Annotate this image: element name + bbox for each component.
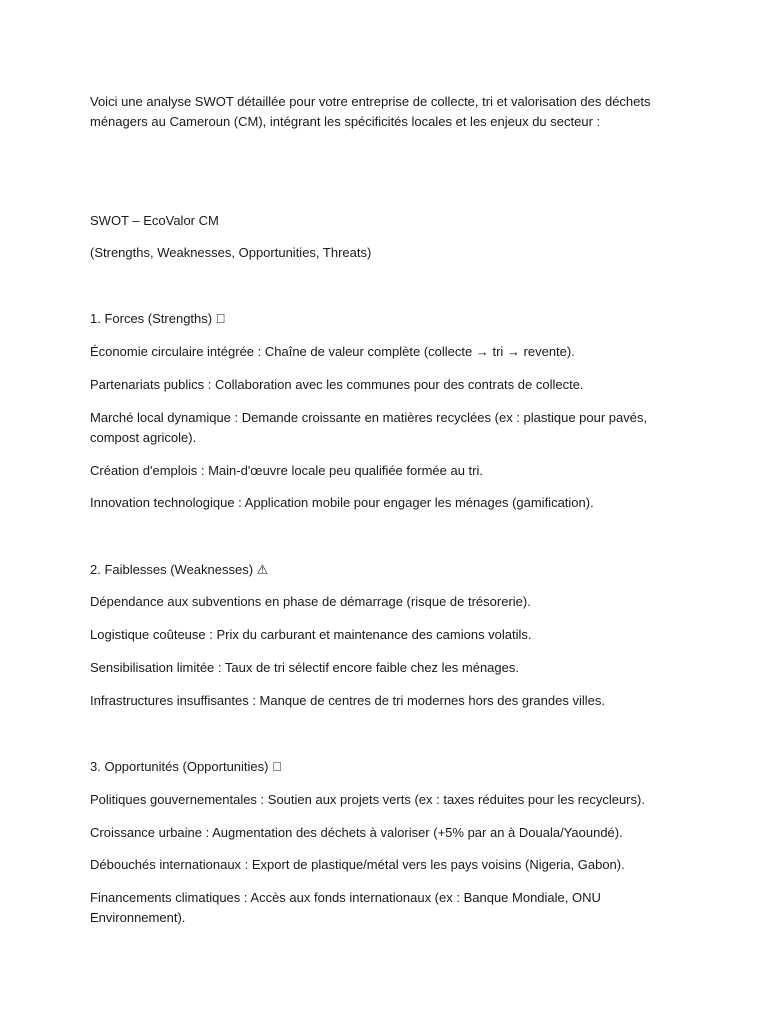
opportunity-item: Débouchés internationaux : Export de plastique/métal vers les pays voisins (Nigeria, Gabon). (90, 857, 625, 872)
weakness-item: Dépendance aux subventions en phase de démarrage (risque de trésorerie). (90, 594, 531, 609)
weakness-item: Sensibilisation limitée : Taux de tri sélectif encore faible chez les ménages. (90, 660, 519, 675)
opportunities-heading: 3. Opportunités (Opportunities)   (90, 759, 282, 774)
opportunity-item: Politiques gouvernementales : Soutien aux projets verts (ex : taxes réduites pour les recycleurs). (90, 792, 645, 807)
weaknesses-heading: 2. Faiblesses (Weaknesses) ⚠ (90, 562, 269, 577)
opportunity-item: Croissance urbaine : Augmentation des déchets à valoriser (+5% par an à Douala/Yaoundé). (90, 825, 623, 840)
document-subtitle: (Strengths, Weaknesses, Opportunities, Threats) (90, 245, 372, 260)
opportunity-item: Financements climatiques : Accès aux fonds internationaux (ex : Banque Mondiale, ONU (90, 890, 601, 905)
strength-item: Création d'emplois : Main-d'œuvre locale peu qualifiée formée au tri. (90, 463, 483, 478)
intro-line-2: ménagers au Cameroun (CM), intégrant les spécificités locales et les enjeux du secteur : (90, 114, 601, 129)
strengths-heading: 1. Forces (Strengths)   (90, 311, 226, 326)
opportunity-item-continuation: Environnement). (90, 910, 186, 925)
weakness-item: Logistique coûteuse : Prix du carburant et maintenance des camions volatils. (90, 627, 532, 642)
strength-item: Innovation technologique : Application mobile pour engager les ménages (gamification). (90, 495, 594, 510)
intro-line-1: Voici une analyse SWOT détaillée pour votre entreprise de collecte, tri et valorisation des déchets (90, 94, 651, 109)
strength-item: Économie circulaire intégrée : Chaîne de valeur complète (collecte → tri → revente). (90, 344, 575, 359)
document-title: SWOT – EcoValor CM (90, 213, 219, 228)
strength-item-continuation: compost agricole). (90, 430, 197, 445)
strength-item: Marché local dynamique : Demande croissante en matières recyclées (ex : plastique pour pavés, (90, 410, 648, 425)
strength-item: Partenariats publics : Collaboration avec les communes pour des contrats de collecte. (90, 377, 584, 392)
weakness-item: Infrastructures insuffisantes : Manque de centres de tri modernes hors des grandes villes. (90, 693, 605, 708)
